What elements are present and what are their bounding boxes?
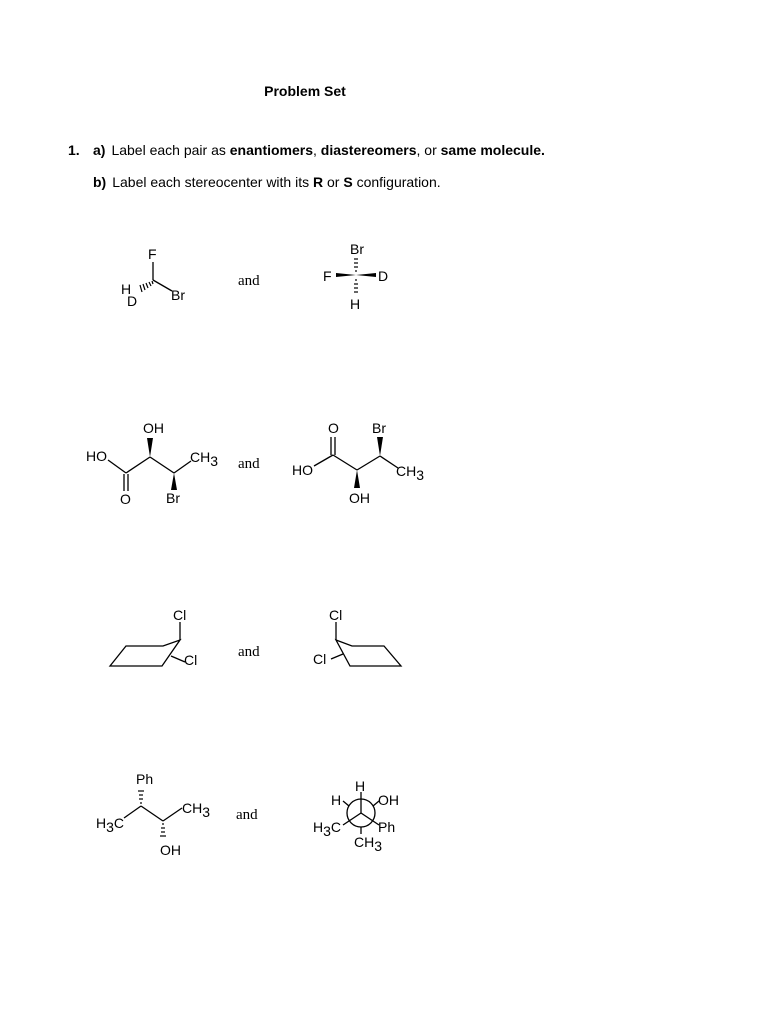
part-b-label: b) <box>93 174 107 190</box>
atom-f: F <box>148 246 157 262</box>
atom-h-top: H <box>355 778 366 794</box>
term-same-molecule: same molecule. <box>440 142 545 158</box>
pair2-left-molecule <box>86 420 218 507</box>
term-s: S <box>343 174 353 190</box>
group-oh: OH <box>349 490 370 506</box>
and-label-1: and <box>238 273 260 289</box>
bond-c2-c3 <box>150 457 174 473</box>
group-h3c: H3C <box>96 815 125 835</box>
hash-bond-oh <box>160 824 166 836</box>
cyclohexane-chair <box>336 640 401 666</box>
pair4-right-molecule-newman <box>313 778 399 854</box>
atom-br: Br <box>372 420 386 436</box>
bond-c2-ch3 <box>163 808 182 821</box>
group-ph: Ph <box>378 819 396 835</box>
part-b-text-1: Label each stereocenter with its <box>112 174 313 190</box>
group-ph: Ph <box>136 771 154 787</box>
group-oh: OH <box>160 842 181 858</box>
atom-o: O <box>120 491 131 507</box>
term-r: R <box>313 174 324 190</box>
wedge-bond-oh <box>354 470 360 488</box>
group-ch3: CH3 <box>182 800 211 820</box>
atom-cl-side: Cl <box>313 651 327 667</box>
hash-bond-c-d <box>140 281 153 292</box>
and-label-4: and <box>236 807 258 823</box>
bond-equatorial-cl <box>331 654 343 659</box>
pair1-right-molecule <box>323 241 388 312</box>
back-bond-h <box>343 801 349 806</box>
atom-d: D <box>127 293 138 309</box>
bond-c1-c2 <box>141 806 163 821</box>
hash-bond-c-h <box>354 280 358 292</box>
atom-br: Br <box>171 287 185 303</box>
part-a-text-2: , <box>313 142 321 158</box>
atom-cl-top: Cl <box>173 607 187 623</box>
and-label-2: and <box>238 456 260 472</box>
atom-h: H <box>121 281 132 297</box>
bond-c2-c3 <box>357 456 380 470</box>
atom-f: F <box>323 268 332 284</box>
group-ho: HO <box>86 448 107 464</box>
wedge-bond-br <box>171 473 177 490</box>
bond-oh-c1 <box>108 460 126 473</box>
atom-o: O <box>328 420 339 436</box>
question-number: 1. <box>68 142 80 158</box>
wedge-bond-c-d <box>356 273 376 277</box>
page-title: Problem Set <box>264 83 346 99</box>
hash-bond-ph <box>138 791 144 803</box>
part-b-text-2: or <box>323 174 344 190</box>
wedge-bond-oh <box>147 438 153 457</box>
bond-c1-c2 <box>333 455 357 470</box>
atom-br: Br <box>350 241 364 257</box>
atom-br: Br <box>166 490 180 506</box>
atom-h-left: H <box>331 792 342 808</box>
part-a-text-3: , or <box>416 142 441 158</box>
and-label-3: and <box>238 644 260 660</box>
bond-ch3-c1 <box>124 806 141 818</box>
bond-c3-c4 <box>174 461 191 473</box>
group-oh: OH <box>378 792 399 808</box>
wedge-bond-c-f <box>336 273 356 277</box>
part-a-text-1: Label each pair as <box>111 142 230 158</box>
atom-cl-side: Cl <box>184 652 198 668</box>
group-ch3: CH3 <box>190 449 219 469</box>
pair3-left-molecule <box>110 607 197 668</box>
group-h3c: H3C <box>313 819 342 839</box>
bond-c-br <box>153 280 172 291</box>
group-ch3: CH3 <box>354 834 383 854</box>
part-b-text-3: configuration. <box>352 174 441 190</box>
group-ho: HO <box>292 462 313 478</box>
part-a-label: a) <box>93 142 106 158</box>
term-diastereomers: diastereomers <box>320 142 417 158</box>
wedge-bond-br <box>377 437 383 456</box>
pair2-right-molecule <box>292 420 424 506</box>
group-ch3: CH3 <box>396 463 425 483</box>
atom-h: H <box>350 296 361 312</box>
hash-bond-c-br <box>354 259 358 271</box>
atom-cl-top: Cl <box>329 607 343 623</box>
pair1-left-molecule <box>121 246 185 309</box>
bond-oh-c1 <box>314 455 333 466</box>
bond-equatorial-cl <box>171 656 185 662</box>
cyclohexane-chair <box>110 640 180 666</box>
bond-c1-c2 <box>126 457 150 473</box>
group-oh: OH <box>143 420 164 436</box>
term-enantiomers: enantiomers <box>229 142 314 158</box>
pair4-left-molecule <box>96 771 210 858</box>
pair3-right-molecule <box>313 607 401 667</box>
atom-d: D <box>378 268 389 284</box>
